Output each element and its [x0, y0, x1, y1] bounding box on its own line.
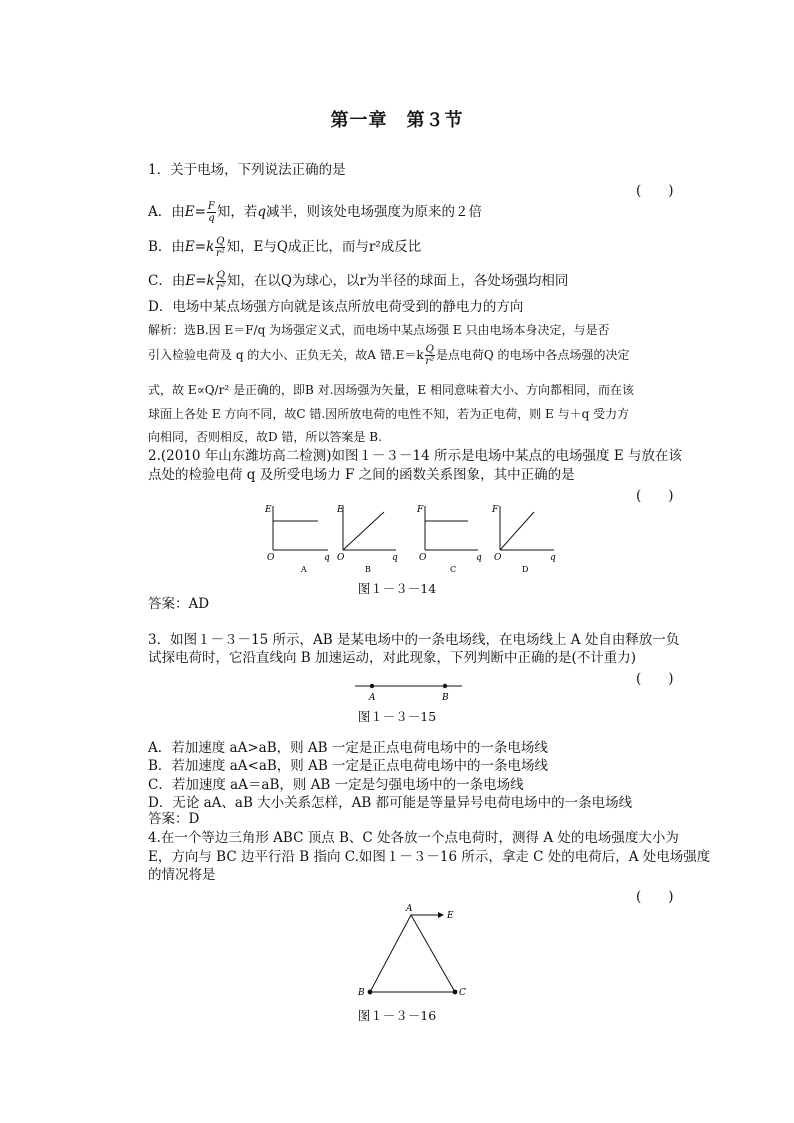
q4-vertex-c-label: C [459, 988, 466, 998]
q2-line-2: 点处的检验电荷 q 及所受电场力 F 之间的函数关系图象，其中正确的是 [148, 467, 575, 483]
q4-line-1: 4.在一个等边三角形 ABC 顶点 B、C 处各放一个点电荷时，测得 A 处的电场强度大小为 [148, 830, 679, 846]
q2-graph-b-xlabel: q [392, 553, 398, 563]
q3-answer-paren: ( ) [636, 671, 674, 687]
q4-vertex-a-label: A [406, 904, 413, 914]
page-title: 第一章 第３节 [330, 110, 464, 131]
q2-graph-b-tag: B [365, 565, 371, 574]
q1-option-c: C．由E=k $\frac{Q}{\text{r²}}$ 知，在以Q为球心，以r为半径的球面上，各处场强均相同 [148, 270, 569, 293]
q3-option-b: B．若加速度 aA<aB，则 AB 一定是正点电荷电场中的一条电场线 [148, 758, 549, 774]
q2-graph-b-origin: O [337, 553, 345, 563]
q4-line-2: E，方向与 BC 边平行沿 B 指向 C.如图１－３－16 所示，拿走 C 处的电荷后，A 处电场强度 [148, 849, 711, 865]
q2-answer-paren: ( ) [636, 488, 674, 504]
q2-graph-c-origin: O [419, 553, 427, 563]
q2-graph-c-xlabel: q [476, 553, 482, 563]
q2-graph-d-xlabel: q [550, 553, 556, 563]
q2-graph-c [416, 505, 482, 574]
q4-line-3: 的情况将是 [148, 867, 216, 883]
q3-figure-caption: 图１－３－15 [357, 709, 437, 724]
q3-line-1: 3．如图１－３－15 所示，AB 是某电场中的一条电场线，在电场线上 A 处自由释放一负 [148, 632, 680, 648]
q3-point-a-label: A [369, 693, 376, 703]
q1-analysis-line-1: 解析：选B.因 E＝F/q 为场强定义式，而电场中某点场强 E 只由电场本身决定，与是否 [148, 323, 610, 337]
q1-option-a: A．由E= $\frac{F}{q}$ 知，若q减半，则该处电场强度为原来的２倍 [148, 201, 483, 224]
q2-graph-a [264, 505, 330, 574]
q4-field-e-label: E [447, 911, 454, 921]
q4-figure-caption: 图１－３－16 [357, 1008, 437, 1023]
q1-answer-paren: ( ) [636, 183, 674, 199]
q2-graph-c-tag: C [450, 565, 457, 574]
q1-analysis-line-5: 向相同，否则相反，故D 错，所以答案是 B. [148, 430, 382, 444]
q1-stem: 1．关于电场，下列说法正确的是 [148, 162, 346, 178]
q2-graph-a-ylabel: E [265, 505, 272, 515]
q2-figure-caption: 图１－３－14 [357, 581, 437, 596]
q1-analysis-line-3: 式，故 E∝Q/r² 是正确的，即B 对.因场强为矢量，E 相同意味着大小、方向都相同，而在该 [148, 383, 634, 397]
q1-option-d: D．电场中某点场强方向就是该点所放电荷受到的静电力的方向 [148, 299, 524, 315]
q1-option-b: B．由E=k $\frac{Q}{\text{r²}}$ 知，E与Q成正比，而与r²成反比 [148, 236, 422, 259]
q4-triangle-figure [350, 902, 480, 1006]
q2-answer: 答案：AD [148, 596, 210, 612]
q2-graph-b [336, 505, 398, 574]
q3-line-2: 试探电荷时，它沿直线向 B 加速运动，对此现象，下列判断中正确的是(不计重力) [148, 650, 637, 666]
q1-analysis-line-4: 球面上各处 E 方向不同，故C 错.因所放电荷的电性不知，若为正电荷，则 E 与＋q 受力方 [148, 407, 630, 421]
q2-graph-d [491, 505, 556, 574]
q2-line-1: 2.(2010 年山东潍坊高二检测)如图１－３－14 所示是电场中某点的电场强度 E 与放在该 [148, 448, 682, 464]
q3-option-c: C．若加速度 aA＝aB，则 AB 一定是匀强电场中的一条电场线 [148, 777, 524, 793]
arrow-right-icon [438, 912, 444, 918]
q2-graphs-figure [258, 498, 568, 580]
q1-analysis-line-2: 引入检验电荷及 q 的大小、正负无关，故A 错.E＝k $\frac{Q}{\text{r²}}$ 是点电荷Q 的电场中各点场强的决定 [148, 344, 630, 367]
q2-graph-b-ylabel: E [337, 505, 344, 515]
q3-option-a: A．若加速度 aA>aB，则 AB 一定是正点电荷电场中的一条电场线 [148, 740, 548, 756]
q4-answer-paren: ( ) [636, 889, 674, 905]
q2-graph-d-ylabel: F [492, 505, 499, 515]
q3-option-d: D．无论 aA、aB 大小关系怎样，AB 都可能是等量异号电荷电场中的一条电场线 [148, 795, 633, 811]
q2-graph-a-origin: O [267, 553, 275, 563]
q3-answer: 答案：D [148, 811, 200, 827]
q2-graph-a-tag: A [301, 565, 307, 574]
q4-vertex-b-label: B [358, 988, 365, 998]
q2-graph-d-tag: D [522, 565, 529, 574]
q3-point-b-label: B [442, 693, 449, 703]
q2-graph-a-xlabel: q [324, 553, 330, 563]
q3-field-line-figure [350, 678, 470, 706]
q2-graph-c-ylabel: F [417, 505, 424, 515]
q2-graph-d-origin: O [494, 553, 502, 563]
